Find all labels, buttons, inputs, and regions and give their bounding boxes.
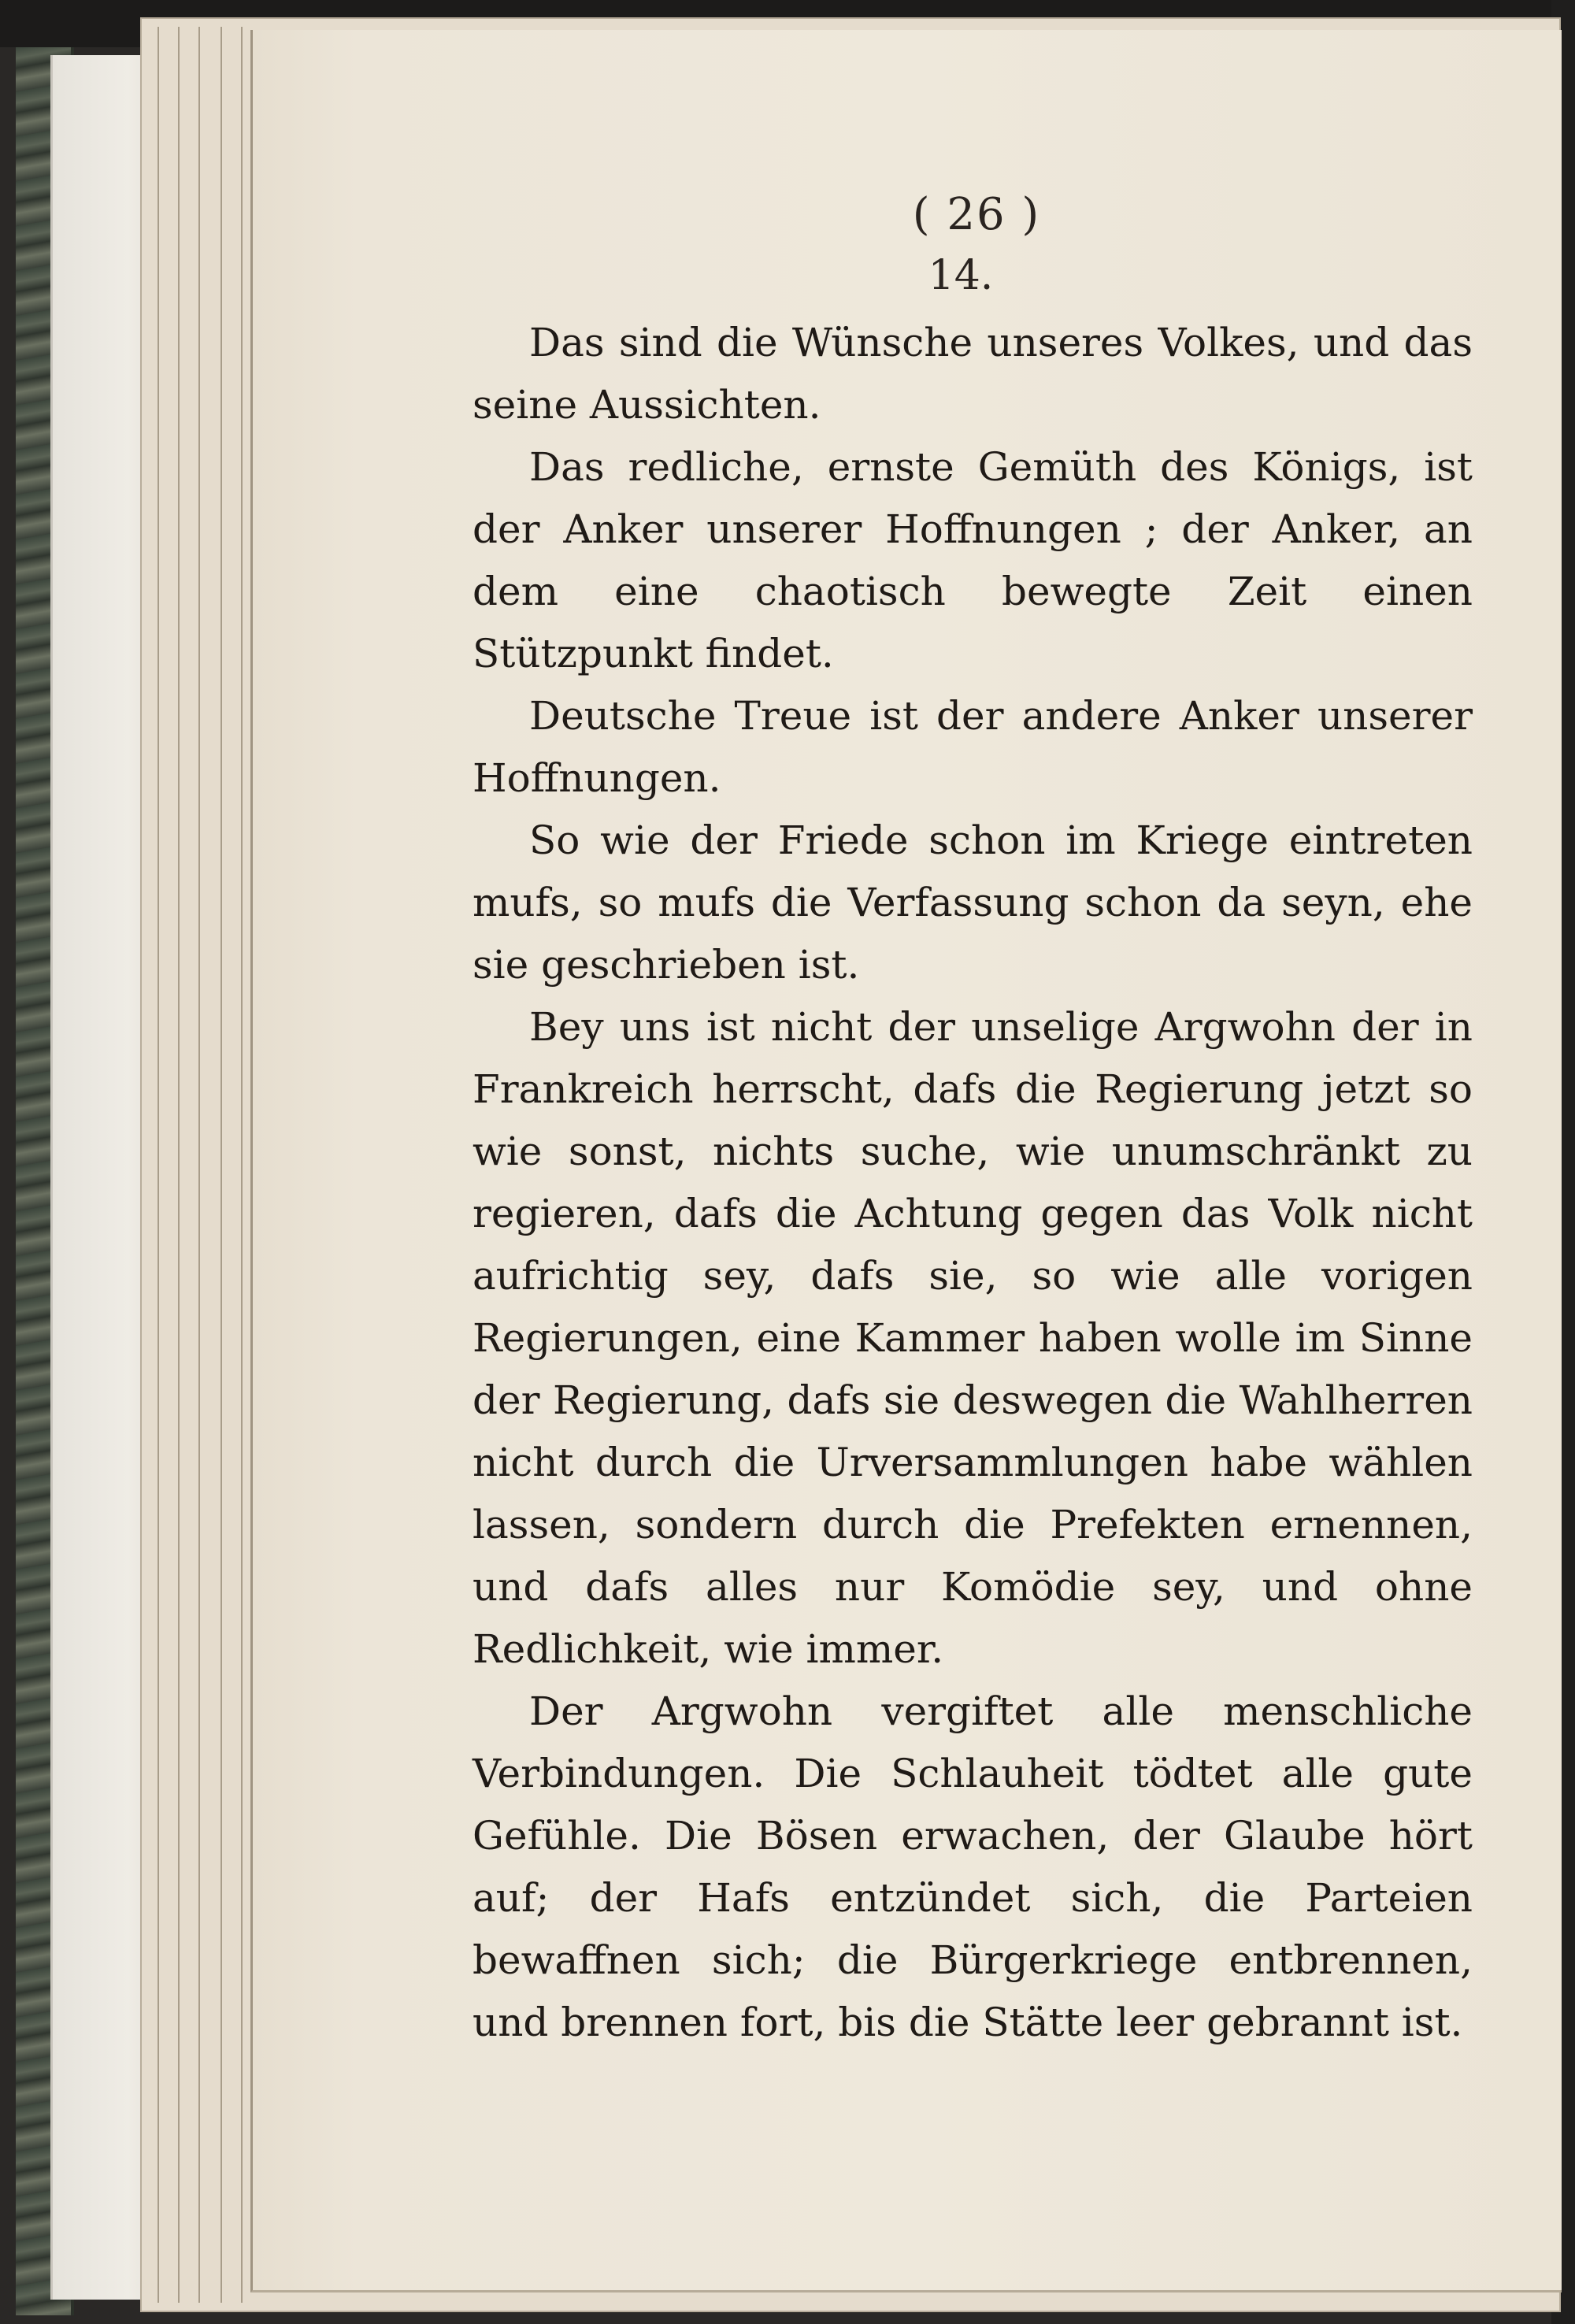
paragraph: So wie der Friede schon im Kriege eintreten mufs, so mufs die Verfassung schon da seyn, ehe sie geschrieben ist. [472, 817, 1473, 988]
paragraph: Das sind die Wünsche unseres Volkes, und das seine Aussichten. [472, 320, 1473, 428]
paragraph: Das redliche, ernste Gemüth des Königs, ist der Anker unserer Hoffnungen ; der Anker, an dem eine chaotisch bewegte Zeit einen Stützpunkt findet. [472, 444, 1473, 676]
paragraph: Bey uns ist nicht der unselige Argwohn der in Frankreich herrscht, dafs die Regierung jetzt so wie sonst, nichts suche, wie unumschränkt zu regieren, dafs die Achtung gegen das Volk nicht aufrichtig sey, dafs sie, so wie alle vorigen Regierungen, eine Kammer haben wolle im Sinne der Regierung, dafs sie deswegen die Wahlherren nicht durch die Urversammlungen habe wählen lassen, sondern durch die Prefekten ernennen, und dafs alles nur Komödie sey, und ohne Redlichkeit, wie immer. [472, 1004, 1473, 1672]
paragraph: Deutsche Treue ist der andere Anker unserer Hoffnungen. [472, 693, 1473, 801]
section-number: 14. [928, 252, 994, 299]
paragraph: Der Argwohn vergiftet alle menschliche Verbindungen. Die Schlauheit tödtet alle gute Gefühle. Die Bösen erwachen, der Glaube hört auf; der Hafs entzündet sich, die Parteien bewaffnen sich; die Bürgerkriege entbrennen, und brennen fort, bis die Stätte leer gebrannt ist. [472, 1688, 1473, 2045]
page-number: ( 26 ) [912, 189, 1041, 240]
page-text [472, 312, 1473, 2054]
